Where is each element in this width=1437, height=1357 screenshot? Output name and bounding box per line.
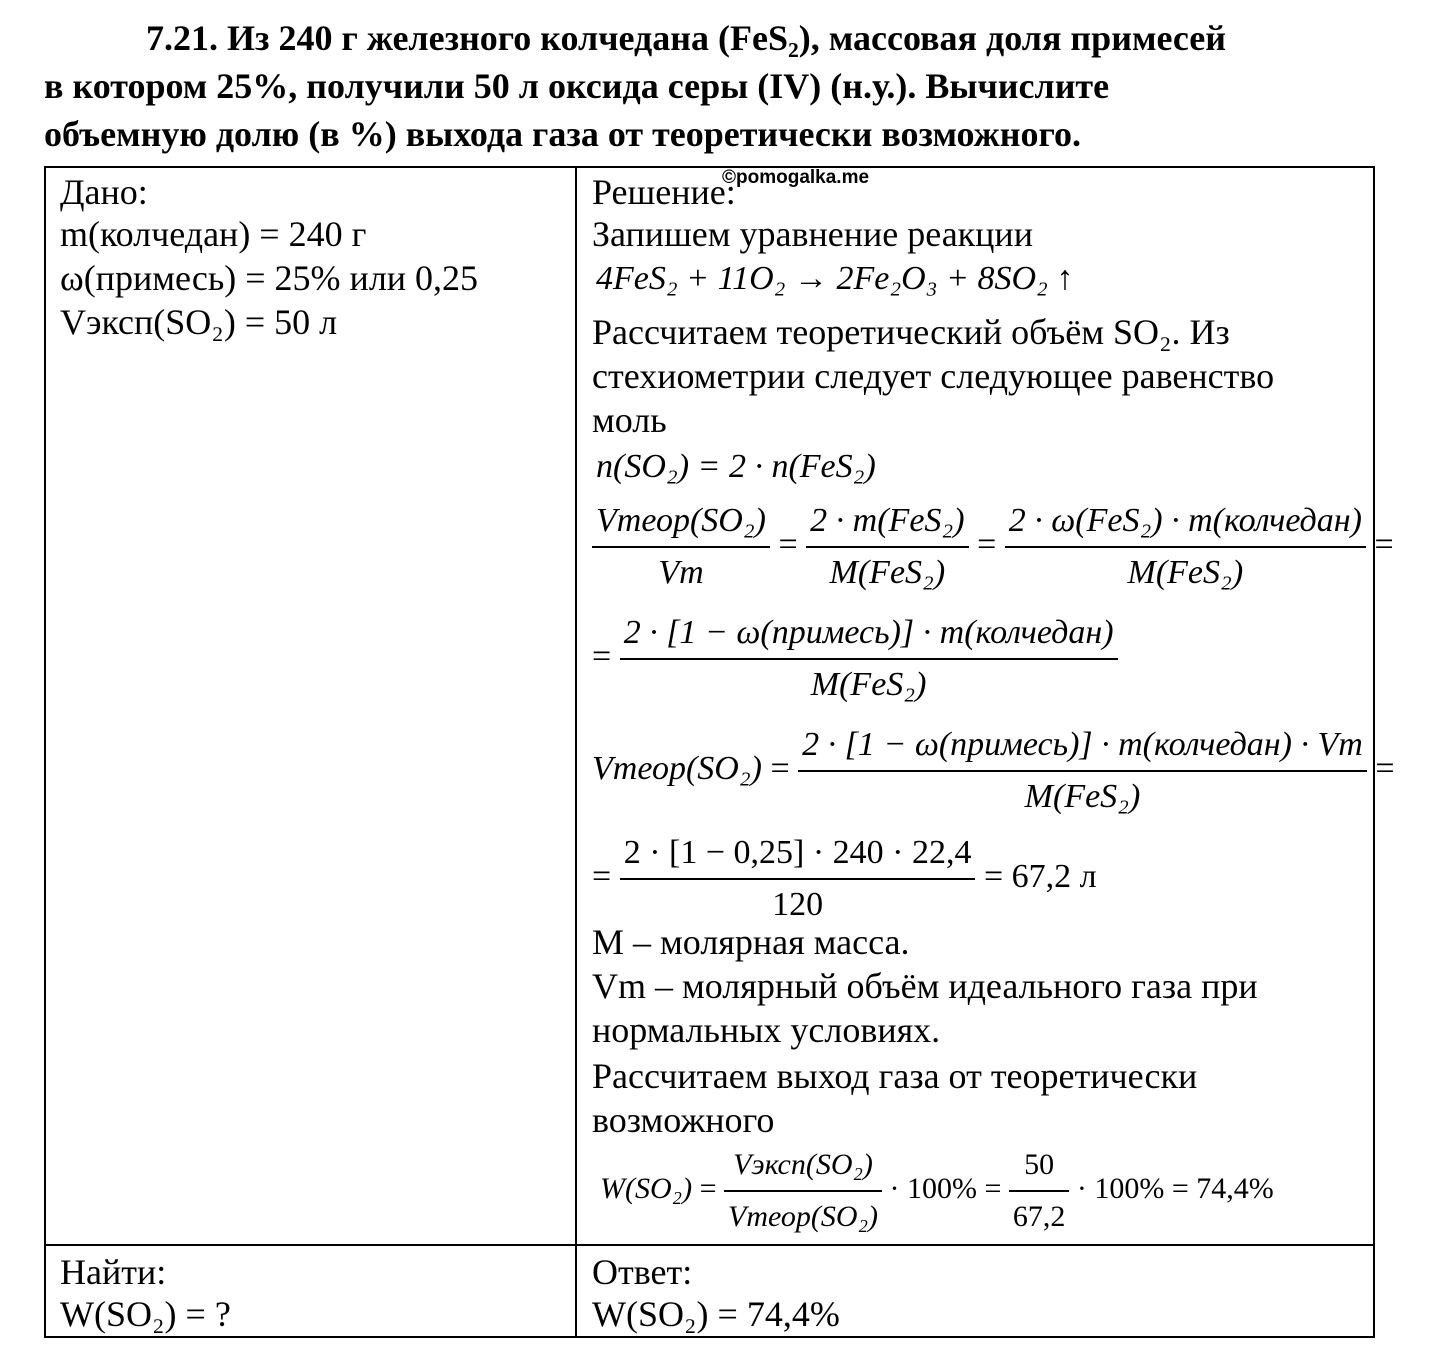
fraction-numerator: 2 · ω(FeS₂) · m(колчедан) (1008, 502, 1362, 539)
fraction-denominator: Vтеор(SO₂) (724, 1190, 882, 1242)
fraction-numerator: 2 · [1 − 0,25] · 240 · 22,4 (623, 834, 972, 871)
solution-text-1: Рассчитаем теоретический объём SO₂. Из (592, 312, 1230, 352)
table-column-divider (575, 166, 577, 1338)
fraction-numerator: Vтеор(SO₂) (596, 502, 766, 539)
equals-sign: = (778, 525, 798, 563)
equals-sign: = (977, 525, 997, 563)
multiply-percent: · 100% = (889, 1171, 1002, 1205)
note-molar-volume: Vm – молярный объём идеального газа при (592, 966, 1258, 1006)
find-target: W(SO₂) = ? (60, 1294, 231, 1334)
fraction-denominator: M(FeS₂) (620, 658, 1118, 710)
given-mass: m(колчедан) = 240 г (60, 214, 367, 254)
equals-sign: = (1374, 525, 1394, 563)
note-conditions: нормальных условиях. (592, 1010, 941, 1050)
equals-sign: = (592, 637, 612, 675)
fraction-denominator: M(FeS₂) (798, 770, 1367, 822)
given-header: Дано: (60, 172, 148, 212)
fraction-numerator: 2 · m(FeS₂) (810, 502, 965, 539)
volume-ratio-equation (592, 496, 1394, 598)
numeric-result: = 67,2 л (983, 857, 1097, 895)
solution-text-2: стехиометрии следует следующее равенство (592, 356, 1275, 396)
equals-sign: = (699, 1171, 717, 1205)
note-molar-mass: M – молярная масса. (592, 922, 910, 962)
fraction (724, 1140, 882, 1242)
yield-result: · 100% = 74,4% (1076, 1171, 1274, 1205)
yield-symbol: W(SO₂) (600, 1171, 693, 1205)
fraction (620, 828, 976, 930)
problem-statement (44, 14, 1384, 158)
fraction-numerator: Vэксп(SO₂) (733, 1148, 873, 1181)
fraction (1009, 1140, 1070, 1242)
watermark: ©pomogalka.me (722, 167, 870, 188)
table-row-divider (44, 1244, 1375, 1246)
fraction-numerator: 2 · [1 − ω(примесь)] · m(колчедан) (623, 614, 1114, 651)
problem-line-1: 7.21. Из 240 г железного колчедана (FeS₂), массовая доля примесей (146, 18, 1227, 58)
solution-text-3: моль (592, 400, 667, 440)
fraction (620, 608, 1118, 710)
fraction (798, 720, 1367, 822)
fraction-numerator: 2 · [1 − ω(примесь)] · m(колчедан) · Vm (802, 726, 1363, 763)
fraction (806, 496, 968, 598)
fraction-denominator: Vm (592, 546, 770, 598)
problem-line-2: в котором 25%, получили 50 л оксида серы (IV) (н.у.). Вычислите (44, 66, 1110, 106)
impurity-substitution (592, 608, 1118, 710)
solution-text-5: возможного (592, 1100, 775, 1140)
theoretical-volume-formula (592, 720, 1395, 822)
solution-header: Решение: (592, 172, 736, 212)
equals-sign: = (770, 749, 790, 787)
fraction-denominator: 67,2 (1009, 1190, 1070, 1242)
answer-value: W(SO₂) = 74,4% (592, 1294, 840, 1334)
theoretical-volume-symbol: Vтеор(SO₂) (592, 749, 762, 787)
equals-sign: = (592, 857, 612, 895)
given-impurity: ω(примесь) = 25% или 0,25 (60, 258, 479, 298)
equals-sign: = (1375, 749, 1395, 787)
fraction-denominator: M(FeS₂) (1005, 546, 1366, 598)
find-header: Найти: (60, 1252, 167, 1292)
solution-text-4: Рассчитаем выход газа от теоретически (592, 1056, 1198, 1096)
fraction-numerator: 50 (1024, 1148, 1055, 1181)
fraction-denominator: M(FeS₂) (806, 546, 968, 598)
numeric-calculation (592, 828, 1097, 930)
reaction-equation: 4FeS₂ + 11O₂ → 2Fe₂O₃ + 8SO₂ ↑ (596, 260, 1074, 297)
solution-intro: Запишем уравнение реакции (592, 214, 1033, 254)
problem-line-3: объемную долю (в %) выхода газа от теоретически возможного. (44, 114, 1081, 154)
fraction (1005, 496, 1366, 598)
fraction (592, 496, 770, 598)
answer-header: Ответ: (592, 1252, 693, 1292)
moles-equation: n(SO₂) = 2 · n(FeS₂) (596, 448, 876, 485)
yield-calculation (600, 1140, 1274, 1242)
fraction-denominator: 120 (620, 878, 976, 930)
given-volume: Vэксп(SO₂) = 50 л (60, 302, 338, 342)
